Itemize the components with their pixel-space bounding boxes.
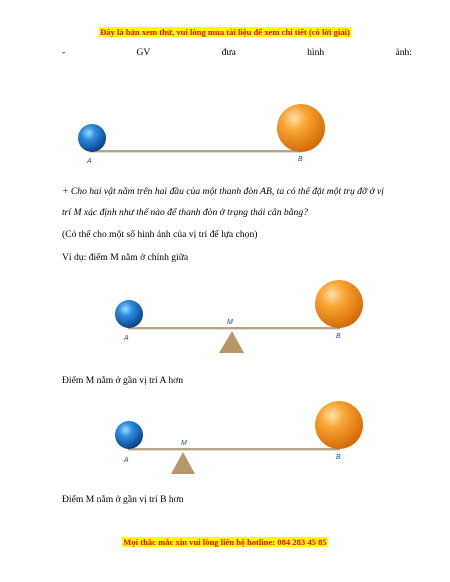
- blue-ball: [115, 421, 143, 449]
- preview-banner-text: Đây là bản xem thử, vui lòng mua tài liệu để xem chi tiết (có lời giải): [100, 27, 350, 37]
- label-a: A: [124, 335, 129, 342]
- question-line-1: + Cho hai vật nằm trên hai đầu của một thanh đòn AB, ta có thể đặt một trụ đỡ ở vị: [62, 186, 384, 197]
- example-text: Ví dụ: điểm M nằm ở chính giữa: [62, 252, 189, 263]
- hotline-banner: [0, 537, 450, 547]
- intro-word: hình: [307, 47, 325, 58]
- lever-bar: [128, 327, 340, 329]
- lever-figure-1: [78, 104, 325, 165]
- blue-ball: [78, 124, 106, 152]
- orange-ball: [277, 104, 325, 152]
- pivot-triangle: [219, 331, 244, 353]
- label-b: B: [298, 156, 303, 163]
- label-b: B: [336, 454, 341, 461]
- hotline-banner-text: Mọi thắc mắc xin vui lòng liên hệ hotline: 084 283 45 85: [123, 537, 327, 547]
- label-m: M: [181, 440, 187, 447]
- lever-figure-3: [115, 401, 363, 474]
- lever-bar: [128, 448, 340, 450]
- note-text: (Có thể cho một số hình ảnh của vị trí để lựa chọn): [62, 229, 258, 240]
- caption-near-a: Điểm M nằm ở gần vị trí A hơn: [62, 375, 183, 386]
- lever-bar: [90, 150, 302, 152]
- orange-ball: [315, 401, 363, 449]
- orange-ball: [315, 280, 363, 328]
- label-b: B: [336, 333, 341, 340]
- intro-word: GV: [136, 47, 151, 58]
- label-a: A: [87, 158, 92, 165]
- label-a: A: [124, 457, 129, 464]
- pivot-triangle: [171, 452, 195, 474]
- intro-word: -: [62, 47, 66, 58]
- blue-ball: [115, 300, 143, 328]
- question-line-2: trí M xác định như thế nào để thanh đòn ở trạng thái cân bằng?: [62, 207, 308, 218]
- label-m: M: [227, 319, 233, 326]
- lever-figure-2: [115, 280, 363, 353]
- intro-word: ảnh:: [395, 47, 412, 58]
- caption-near-b: Điểm M nằm ở gần vị trí B hơn: [62, 494, 184, 505]
- intro-word: đưa: [221, 47, 236, 58]
